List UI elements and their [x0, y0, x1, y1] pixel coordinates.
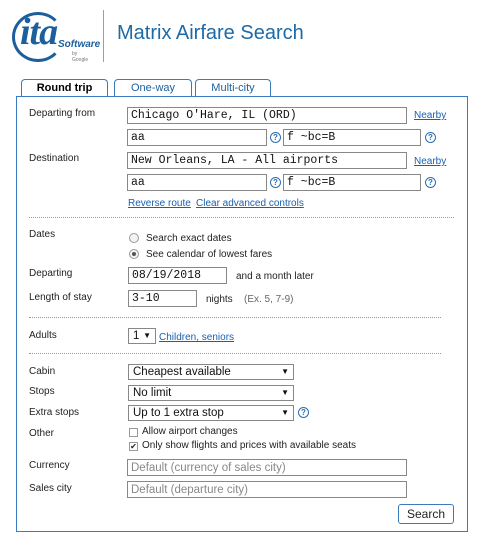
destination-label: Destination — [29, 153, 80, 164]
logo-text: ita — [20, 11, 58, 53]
departing-extension-input[interactable]: f ~bc=B — [283, 129, 421, 146]
section-divider — [29, 317, 441, 318]
allow-airport-changes-label: Allow airport changes — [142, 426, 238, 437]
sales-city-label: Sales city — [29, 483, 72, 494]
stops-label: Stops — [29, 386, 55, 397]
departing-date-input[interactable]: 08/19/2018 — [128, 267, 227, 284]
clear-advanced-controls-link[interactable]: Clear advanced controls — [196, 198, 304, 209]
reverse-route-link[interactable]: Reverse route — [128, 198, 191, 209]
stops-select[interactable] — [128, 385, 294, 401]
exact-dates-radio[interactable] — [129, 233, 139, 243]
only-available-seats-label: Only show flights and prices with available seats — [142, 440, 356, 451]
calendar-fares-label: See calendar of lowest fares — [146, 249, 273, 260]
section-divider — [29, 353, 441, 354]
nights-unit: nights — [206, 294, 233, 305]
destination-extension-input[interactable]: f ~bc=B — [283, 174, 421, 191]
cabin-select[interactable] — [128, 364, 294, 380]
extra-stops-help-icon[interactable]: ? — [298, 407, 309, 418]
other-label: Other — [29, 428, 55, 439]
length-of-stay-input[interactable]: 3-10 — [128, 290, 197, 307]
exact-dates-label: Search exact dates — [146, 233, 232, 244]
only-available-seats-checkbox[interactable]: ✔ — [130, 442, 137, 451]
search-button[interactable]: Search — [398, 504, 454, 524]
departing-routing-input[interactable]: aa — [127, 129, 267, 146]
header-divider — [103, 10, 104, 62]
departing-nearby-link[interactable]: Nearby — [414, 110, 447, 121]
extra-stops-value: Up to 1 extra stop — [133, 407, 224, 419]
children-seniors-link[interactable]: Children, seniors — [159, 332, 235, 343]
dates-label: Dates — [29, 229, 56, 240]
tab-round-trip[interactable]: Round trip — [21, 79, 108, 97]
departing-suffix: and a month later — [236, 271, 314, 282]
tab-one-way[interactable]: One-way — [114, 79, 192, 96]
routing-help-icon[interactable]: ? — [270, 132, 281, 143]
routing-help-icon[interactable]: ? — [270, 177, 281, 188]
cabin-label: Cabin — [29, 366, 56, 377]
length-of-stay-label: Length of stay — [29, 292, 92, 303]
extra-stops-label: Extra stops — [29, 407, 80, 418]
logo-by-google: by Google — [72, 51, 89, 63]
chevron-down-icon: ▼ — [281, 367, 289, 376]
chevron-down-icon: ▼ — [143, 331, 151, 340]
extension-help-icon[interactable]: ? — [425, 177, 436, 188]
cabin-value: Cheapest available — [133, 366, 231, 378]
sales-city-input[interactable]: Default (departure city) — [127, 481, 407, 498]
chevron-down-icon: ▼ — [281, 388, 289, 397]
adults-select[interactable] — [128, 328, 156, 344]
extra-stops-select[interactable] — [128, 405, 294, 421]
currency-input[interactable]: Default (currency of sales city) — [127, 459, 407, 476]
extension-help-icon[interactable]: ? — [425, 132, 436, 143]
chevron-down-icon: ▼ — [281, 408, 289, 417]
destination-nearby-link[interactable]: Nearby — [414, 156, 447, 167]
tab-multi-city[interactable]: Multi-city — [195, 79, 271, 96]
logo-subtext: Software — [58, 39, 101, 50]
destination-routing-input[interactable]: aa — [127, 174, 267, 191]
departing-from-input[interactable]: Chicago O'Hare, IL (ORD) — [127, 107, 407, 124]
ita-software-logo — [14, 8, 101, 63]
currency-label: Currency — [29, 460, 70, 471]
departing-from-label: Departing from — [29, 108, 96, 119]
length-of-stay-hint: (Ex. 5, 7-9) — [244, 294, 294, 305]
adults-label: Adults — [29, 330, 57, 341]
section-divider — [29, 217, 454, 218]
allow-airport-changes-checkbox[interactable] — [129, 428, 138, 437]
calendar-fares-radio[interactable] — [129, 249, 139, 259]
page-title: Matrix Airfare Search — [117, 22, 304, 44]
destination-input[interactable]: New Orleans, LA - All airports — [127, 152, 407, 169]
departing-label: Departing — [29, 268, 73, 279]
adults-value: 1 — [133, 330, 140, 342]
stops-value: No limit — [133, 387, 172, 399]
